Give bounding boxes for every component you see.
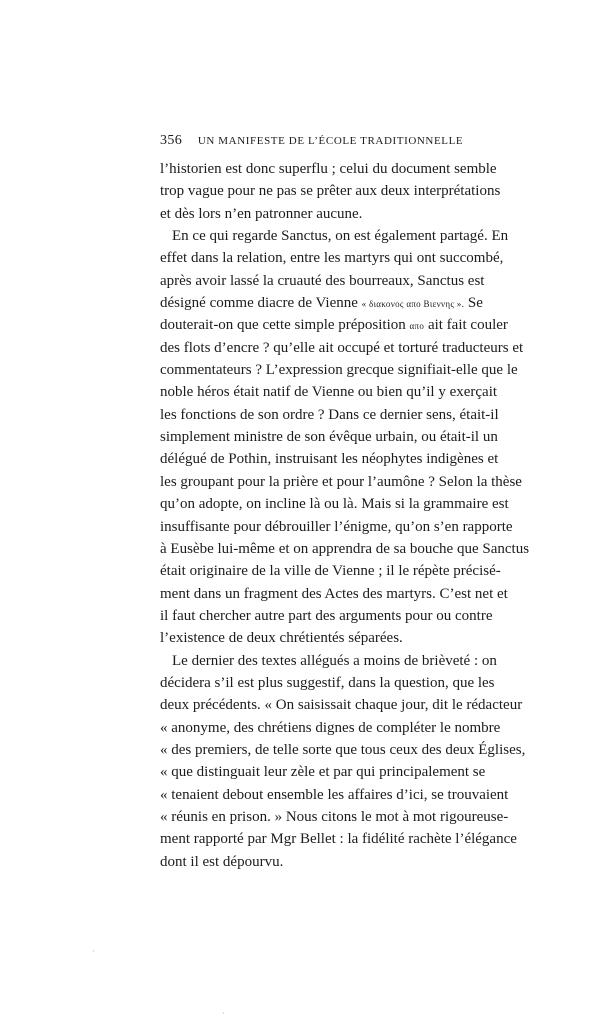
- text-line: qu’on adopte, on incline là ou là. Mais si la grammaire est: [160, 496, 509, 513]
- text-line: était originaire de la ville de Vienne ; il le répète précisé-: [160, 563, 501, 580]
- text-line: ment rapporté par Mgr Bellet : la fidélité rachète l’élégance: [160, 831, 517, 848]
- text-line-with-greek: [160, 314, 508, 336]
- text-line-with-greek: [160, 292, 483, 314]
- paragraph-start-line: En ce qui regarde Sanctus, on est également partagé. En: [172, 228, 509, 245]
- line-start: douterait-on que cette simple préposition: [160, 317, 410, 334]
- text-line: « des premiers, de telle sorte que tous ceux des deux Églises,: [160, 741, 526, 758]
- text-line: trop vague pour ne pas se prêter aux deux interprétations: [160, 183, 501, 200]
- line-end: Se: [464, 295, 483, 312]
- text-line: ment dans un fragment des Actes des martyrs. C’est net et: [160, 585, 508, 602]
- text-line: après avoir lassé la cruauté des bourreaux, Sanctus est: [160, 272, 485, 289]
- body-text: [160, 158, 530, 873]
- paper-speck: ·: [92, 947, 95, 956]
- line-end: ait fait couler: [424, 317, 508, 334]
- text-line: l’historien est donc superflu ; celui du document semble: [160, 161, 497, 177]
- text-line: noble héros était natif de Vienne ou bien qu’il y exerçait: [160, 384, 498, 401]
- running-title: UN MANIFESTE DE L’ÉCOLE TRADITIONNELLE: [197, 135, 464, 147]
- text-line: il faut chercher autre part des arguments pour ou contre: [160, 607, 493, 624]
- text-line: dont il est dépourvu.: [160, 853, 284, 870]
- text-line: l’existence de deux chrétientés séparées.: [160, 630, 403, 647]
- text-line: « réunis en prison. » Nous citons le mot à mot rigoureuse-: [160, 808, 509, 825]
- text-line: des flots d’encre ? qu’elle ait occupé et torturé traducteurs et: [160, 339, 524, 356]
- text-line: les groupant pour la prière et pour l’aumône ? Selon la thèse: [160, 473, 522, 490]
- text-line: deux précédents. « On saisissait chaque jour, dit le rédacteur: [160, 697, 523, 714]
- text-line: et dès lors n’en patronner aucune.: [160, 205, 363, 222]
- page-number: 356: [160, 133, 183, 148]
- text-line: simplement ministre de son évêque urbain, ou était-il un: [160, 429, 498, 446]
- text-line: les fonctions de son ordre ? Dans ce dernier sens, était-il: [160, 406, 499, 423]
- paper-speck: ·: [222, 1009, 225, 1018]
- text-line: « que distinguait leur zèle et par qui principalement se: [160, 764, 486, 781]
- running-header: [160, 132, 480, 152]
- text-line: commentateurs ? L’expression grecque signifiait-elle que le: [160, 362, 518, 379]
- greek-preposition: απο: [409, 321, 425, 332]
- text-line: « anonyme, des chrétiens dignes de compléter le nombre: [160, 719, 501, 736]
- text-line: à Eusèbe lui-même et on apprendra de sa bouche que Sanctus: [160, 540, 530, 557]
- text-line: effet dans la relation, entre les martyrs qui ont succombé,: [160, 250, 504, 267]
- text-line: délégué de Pothin, instruisant les néophytes indigènes et: [160, 451, 499, 468]
- line-start: désigné comme diacre de Vienne: [160, 295, 362, 312]
- text-line: décidera s’il est plus suggestif, dans la question, que les: [160, 674, 495, 691]
- text-line: insuffisante pour débrouiller l’énigme, qu’on s’en rapporte: [160, 518, 513, 535]
- paragraph-start-line: Le dernier des textes allégués a moins de brièveté : on: [172, 652, 497, 669]
- greek-quotation: « διακονος απο Βιεννης ».: [361, 299, 465, 310]
- text-line: « tenaient debout ensemble les affaires d’ici, se trouvaient: [160, 786, 509, 803]
